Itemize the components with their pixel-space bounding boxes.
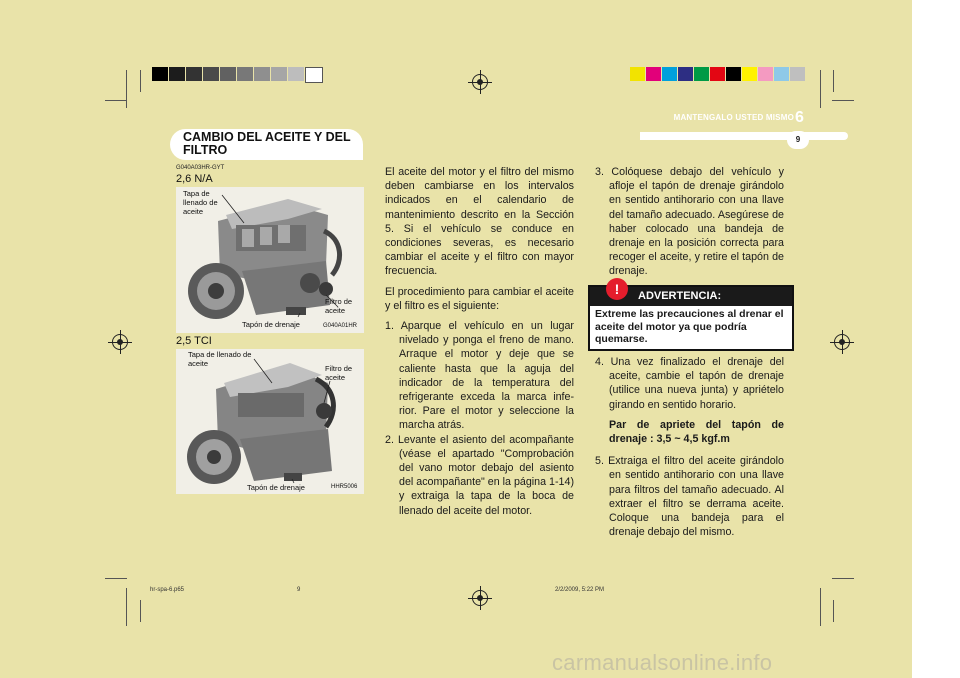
registration-mark-icon <box>112 334 128 350</box>
color-swatch <box>288 67 304 81</box>
column-right-bottom <box>595 355 784 539</box>
procedure-paragraph: El procedimiento para cambiar el aceite y el filtro es el siguiente: <box>385 285 574 312</box>
column-right-top <box>595 165 784 279</box>
color-swatch <box>790 67 805 81</box>
crop-mark <box>832 100 854 101</box>
section-title: MANTENGALO USTED MISMO <box>673 113 794 122</box>
footer-date: 2/2/2009, 5:22 PM <box>555 587 605 593</box>
color-swatch <box>152 67 168 81</box>
page-number: 9 <box>787 131 809 149</box>
oil-filler-cap-label: Tapa de llenado de aceite <box>183 189 218 216</box>
step-1: 1. Aparque el vehículo en un lugar nivelado y ponga el freno de mano. Arraque el motor y deje que se caliente hasta que la aguja del indicador de la temperatura del refrigerante exceda la marca infe-rior. Pare el motor y seleccione la marcha atrás. <box>385 320 574 432</box>
footer-file: hr-spa-6.p65 <box>150 587 185 593</box>
crop-mark <box>140 70 141 92</box>
warning-box <box>588 281 794 351</box>
color-swatch <box>662 67 677 81</box>
crop-mark <box>140 600 141 622</box>
color-swatch <box>203 67 219 81</box>
color-swatch <box>646 67 661 81</box>
crop-mark <box>820 588 821 626</box>
color-swatch <box>630 67 645 81</box>
figure-code: HHR5006 <box>331 484 358 490</box>
color-swatch <box>758 67 773 81</box>
drain-plug-label: Tapón de drenaje <box>247 483 305 492</box>
exclamation-icon: ! <box>606 278 628 300</box>
torque-spec: Par de apriete del tapón de drenaje : 3,5 ~ 4,5 kgf.m <box>609 418 784 446</box>
oil-filter-label: Filtro de aceite <box>325 364 353 382</box>
color-swatch <box>742 67 757 81</box>
crop-mark <box>105 100 127 101</box>
registration-mark-icon <box>472 590 488 606</box>
step-3: 3. Colóquese debajo del vehículo y afloje el tapón de drenaje girándolo en sentido antihorario con una llave del tamaño adecuado. Asegúrese de haber colocado una bandeja de drenaje en la posición correcta para recoger el aceite, y retire el tapón de drenaje. <box>595 166 784 278</box>
color-swatch <box>726 67 741 81</box>
drain-plug-label: Tapón de drenaje <box>242 320 300 329</box>
color-swatch <box>678 67 693 81</box>
color-swatch <box>186 67 202 81</box>
color-swatch <box>710 67 725 81</box>
crop-mark <box>126 588 127 626</box>
crop-mark <box>126 70 127 108</box>
color-swatch <box>774 67 789 81</box>
crop-mark <box>833 600 834 622</box>
page-title: CAMBIO DEL ACEITE Y DEL FILTRO <box>183 130 351 157</box>
engine2-label: 2,5 TCI <box>176 335 212 347</box>
header-tab-line <box>640 132 848 140</box>
crop-mark <box>820 70 821 108</box>
crop-mark <box>832 578 854 579</box>
color-swatch <box>220 67 236 81</box>
step-4: 4. Una vez finalizado el drenaje del aceite, cambie el tapón de drenaje (utilice una nueva junta) y apriételo girando en sentido horario. <box>595 356 784 411</box>
oil-filler-cap-label: Tapa de llenado de aceite <box>188 350 252 368</box>
warning-title: ADVERTENCIA: <box>638 290 722 302</box>
step-5: 5. Extraiga el filtro del aceite girándolo en sentido antihorario con una llave para filtros del tamaño adecuado. Al extraer el filtro se derrama aceite. Coloque una bandeja para el drenaje debajo del mismo. <box>595 455 784 539</box>
registration-mark-icon <box>472 74 488 90</box>
engine1-label: 2,6 N/A <box>176 173 213 185</box>
crop-mark <box>833 70 834 92</box>
figure-code: G040A03HR-GYT <box>176 165 225 171</box>
oil-filter-label: Filtro de aceite <box>325 297 353 315</box>
crop-mark <box>105 578 127 579</box>
watermark: carmanualsonline.info <box>552 650 773 675</box>
warning-text: Extreme las precauciones al drenar el aceite del motor ya que podría quemarse. <box>595 308 784 345</box>
column-middle <box>385 165 574 518</box>
figure-code: G040A01HR <box>323 323 358 329</box>
color-swatch <box>305 67 323 83</box>
color-swatch <box>254 67 270 81</box>
section-number: 6 <box>795 109 804 126</box>
color-swatch <box>169 67 185 81</box>
step-2: 2. Levante el asiento del acompañante (véase el apartado "Comprobación del vano motor debajo del asiento del acompañante" en la página 1-14) y extraiga la tapa de la boca de llenado del aceite del motor. <box>385 433 574 517</box>
color-swatch <box>271 67 287 81</box>
registration-mark-icon <box>834 334 850 350</box>
color-swatch <box>694 67 709 81</box>
footer-page: 9 <box>297 587 301 593</box>
intro-paragraph: El aceite del motor y el filtro del mismo deben cambiarse en los intervalos indicados en el calendario de mantenimiento descrito en la Sección 5. Si el vehículo se conduce en condiciones severas, es necesario cambiar el aceite y el filtro con mayor frecuencia. <box>385 166 574 278</box>
color-swatch <box>237 67 253 81</box>
